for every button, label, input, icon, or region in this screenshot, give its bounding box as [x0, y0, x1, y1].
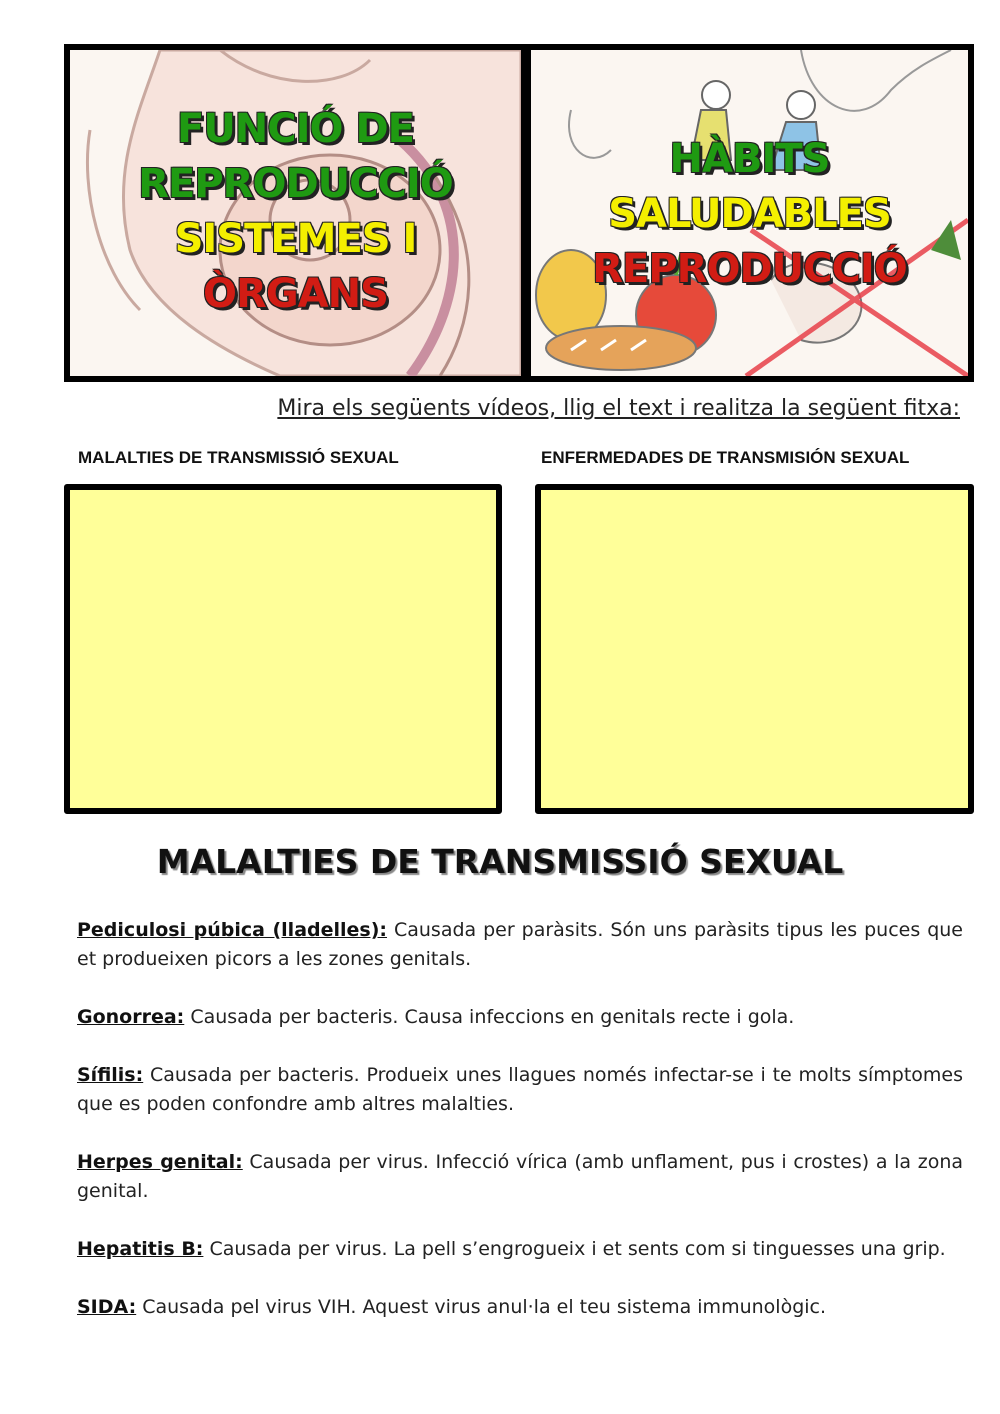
disease-term: SIDA: — [77, 1296, 137, 1318]
disease-entry-herpes — [77, 1148, 963, 1206]
video-box-catalan[interactable] — [64, 484, 502, 814]
disease-entry-pediculosis — [77, 916, 963, 974]
disease-term: Hepatitis B: — [77, 1238, 204, 1260]
disease-list — [77, 916, 963, 1351]
left-title-line-1: FUNCIÓ DE — [177, 106, 414, 152]
disease-description: Causada per virus. La pell s’engrogueix i et sents com si tinguesses una grip. — [203, 1238, 946, 1260]
section-title: MALALTIES DE TRANSMISSIÓ SEXUAL — [156, 842, 844, 881]
disease-term: Sífilis: — [77, 1064, 144, 1086]
right-title-line-3: REPRODUCCIÓ — [592, 246, 907, 292]
disease-description: Causada per virus. Infecció vírica (amb unflament, pus i crostes) a la zona genital. — [77, 1151, 964, 1202]
instruction-text: Mira els següents vídeos, llig el text i realitza la següent fitxa: — [277, 396, 960, 421]
disease-entry-aids — [77, 1293, 963, 1322]
right-title-line-1: HÀBITS — [669, 136, 830, 182]
disease-term: Herpes genital: — [77, 1151, 243, 1173]
left-title-line-3: SISTEMES I — [174, 216, 417, 262]
left-title-line-4: ÒRGANS — [203, 271, 388, 317]
header-banner — [64, 44, 974, 382]
right-column-heading: ENFERMEDADES DE TRANSMISIÓN SEXUAL — [541, 448, 910, 467]
disease-entry-hepatitis-b — [77, 1235, 963, 1264]
left-title-stack — [70, 102, 521, 322]
disease-entry-syphilis — [77, 1061, 963, 1119]
disease-description: Causada per bacteris. Causa infeccions en genitals recte i gola. — [184, 1006, 795, 1028]
disease-entry-gonorrhea — [77, 1003, 963, 1032]
right-title-line-2: SALUDABLES — [608, 191, 891, 237]
disease-term: Pediculosi púbica (lladelles): — [77, 919, 388, 941]
disease-description: Causada pel virus VIH. Aquest virus anul·la el teu sistema immunològic. — [136, 1296, 827, 1318]
video-box-spanish[interactable] — [535, 484, 974, 814]
left-column-heading: MALALTIES DE TRANSMISSIÓ SEXUAL — [78, 448, 399, 467]
right-title-stack — [531, 132, 968, 297]
disease-term: Gonorrea: — [77, 1006, 185, 1028]
healthy-habits-panel[interactable] — [531, 50, 968, 376]
left-title-line-2: REPRODUCCIÓ — [138, 161, 453, 207]
reproduction-function-panel[interactable] — [70, 50, 521, 376]
disease-description: Causada per bacteris. Produeix unes llagues només infectar-se i te molts símptomes que es poden confondre amb altres malalties. — [77, 1064, 963, 1115]
disease-description: Causada per paràsits. Són uns paràsits tipus les puces que et produeixen picors a les zones genitals. — [77, 919, 963, 970]
